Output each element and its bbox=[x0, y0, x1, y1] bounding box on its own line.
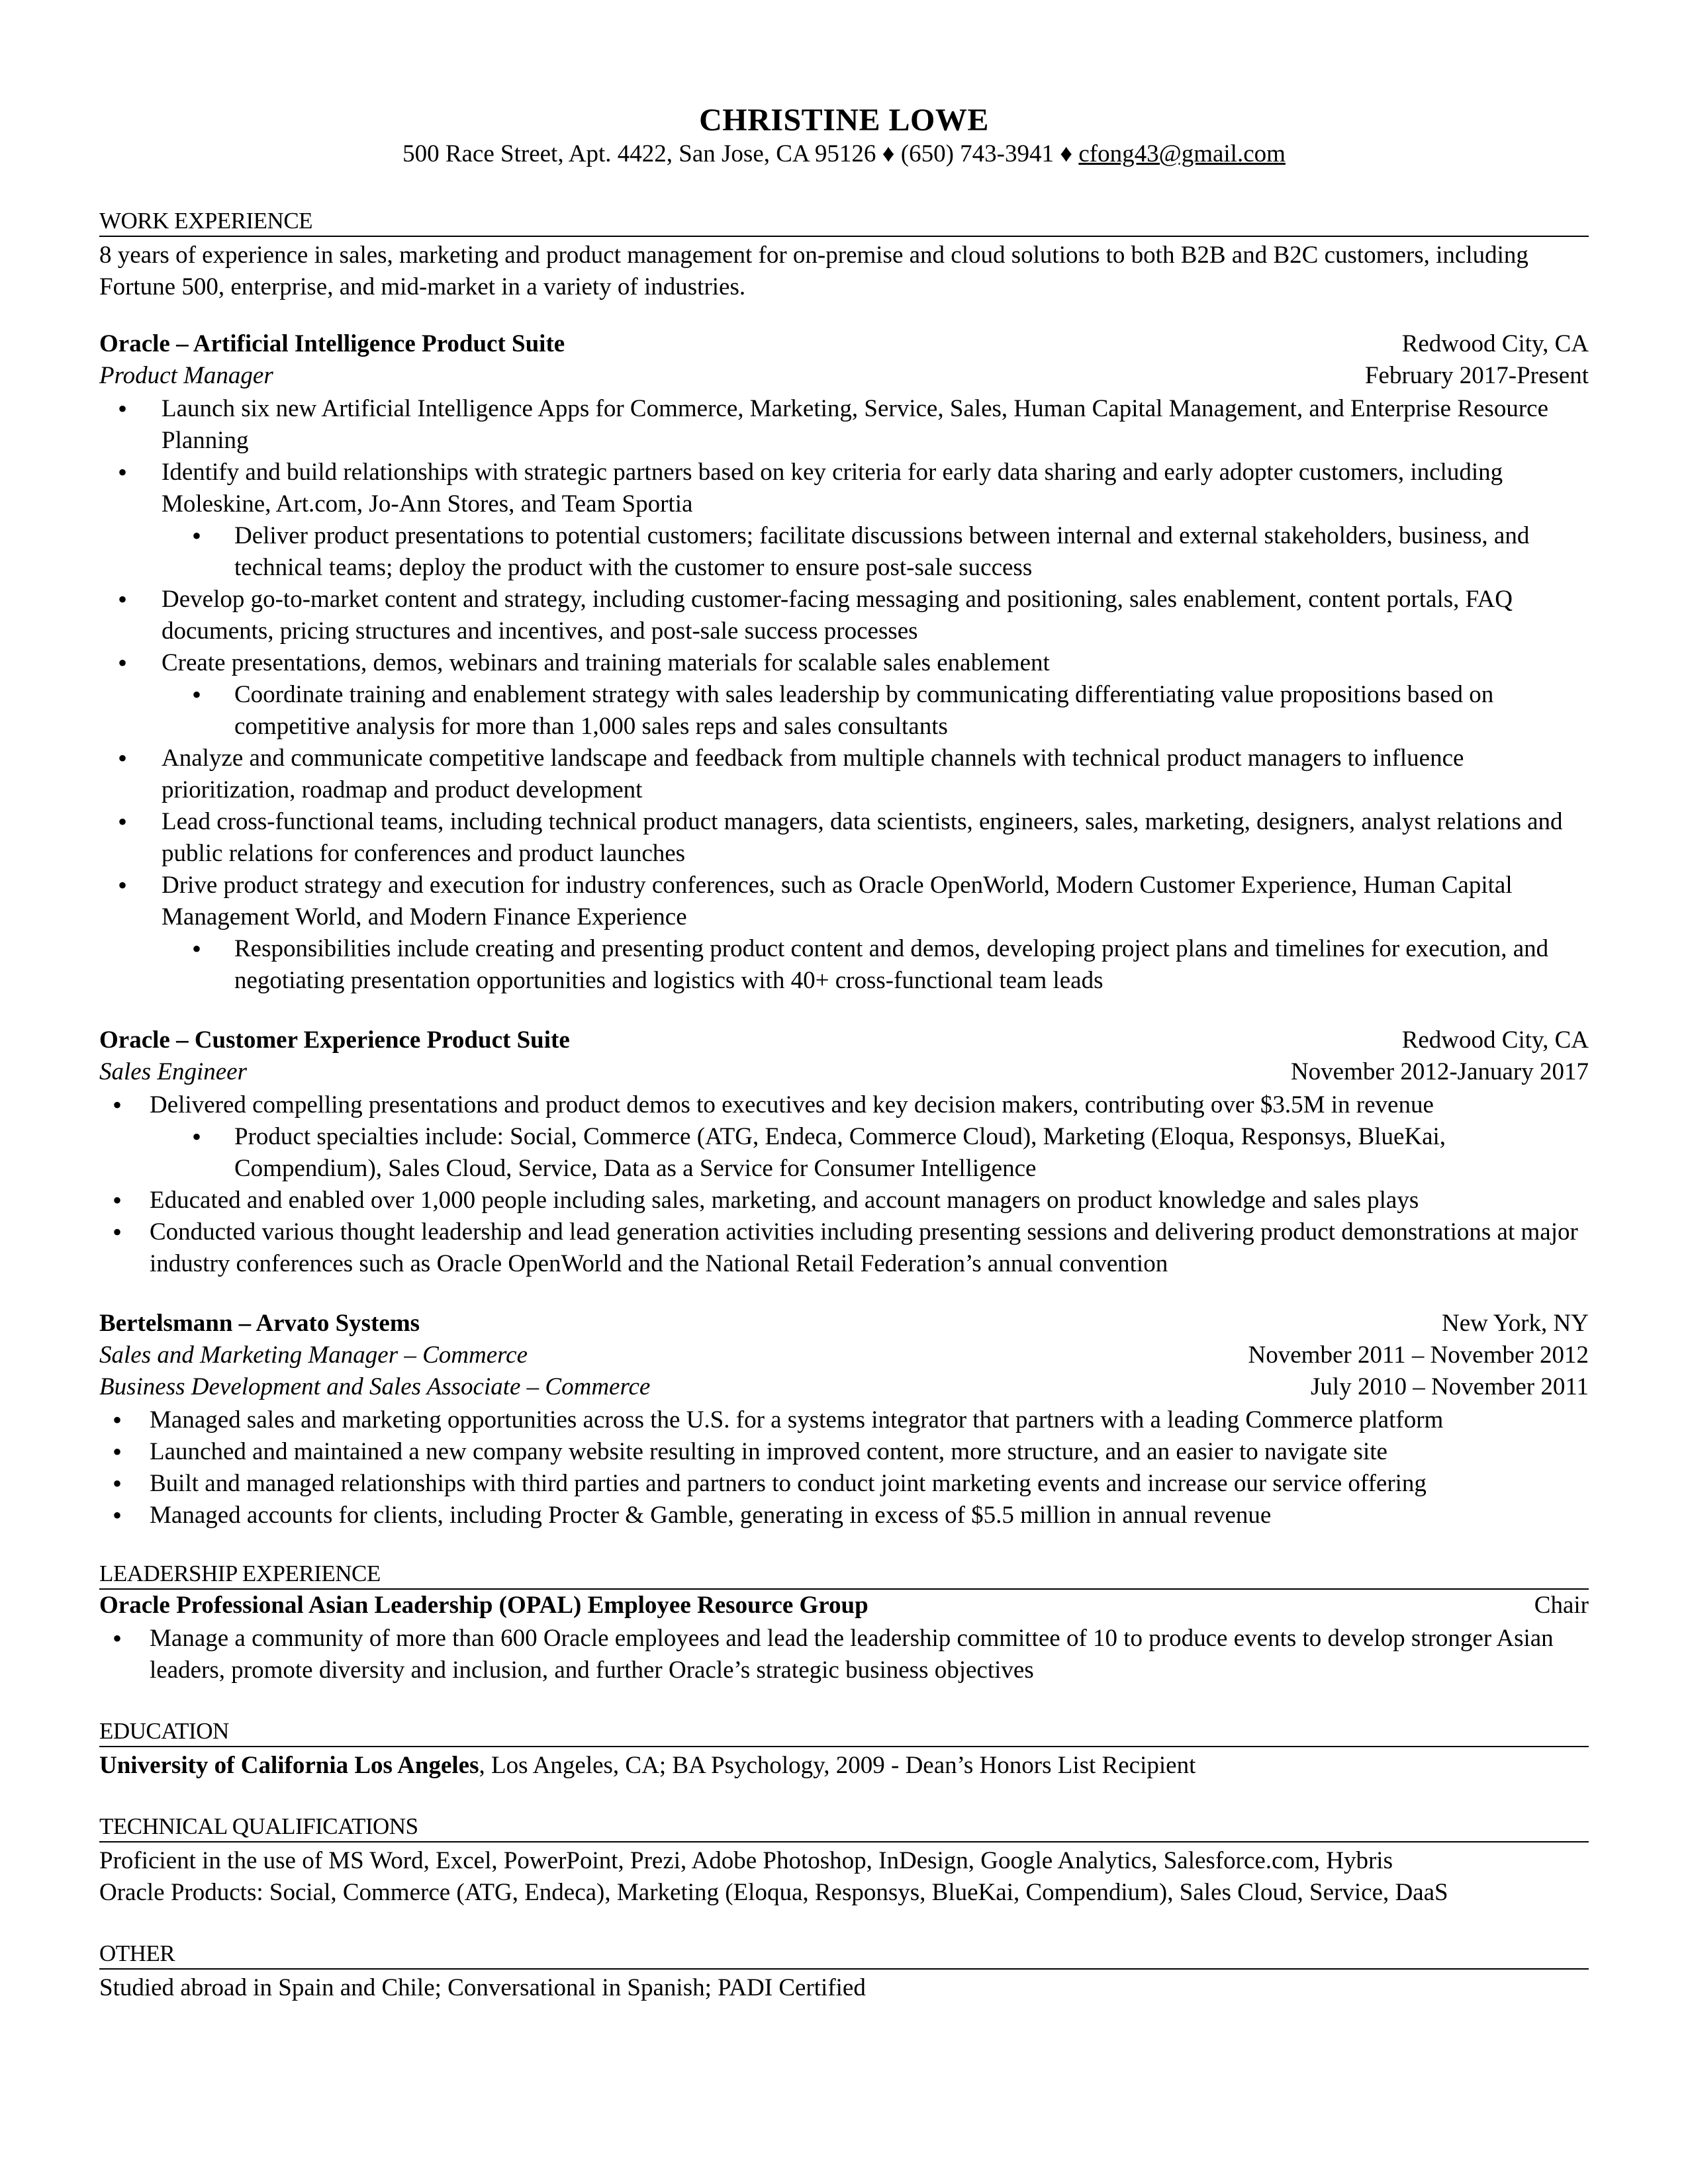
technical-line: Oracle Products: Social, Commerce (ATG, Endeca), Marketing (Eloqua, Responsys, BlueKai, Compendium), Sales Cloud, Service, DaaS bbox=[99, 1879, 1448, 1906]
bullet-item: • Delivered compelling presentations and product demos to executives and key decision makers, contributing over $3.5M in revenue bbox=[99, 1089, 1589, 1121]
bullet-item: • Managed sales and marketing opportunities across the U.S. for a systems integrator that partners with a leading Commerce platform bbox=[99, 1404, 1589, 1436]
bullet-item: • Manage a community of more than 600 Oracle employees and lead the leadership committee of 10 to produce events to develop stronger Asian leaders, promote diversity and inclusion, and further Oracle’s strategic business objectives bbox=[99, 1623, 1589, 1686]
address: 500 Race Street, Apt. 4422, San Jose, CA 95126 bbox=[402, 140, 876, 167]
job-entry bbox=[99, 328, 1589, 997]
sub-bullet-item: • Deliver product presentations to potential customers; facilitate discussions between internal and external stakeholders, business, and technical teams; deploy the product with the customer to ensure post-sale success bbox=[99, 520, 1589, 584]
job-dates: November 2011 – November 2012 bbox=[1248, 1342, 1589, 1369]
bullet-item: • Develop go-to-market content and strategy, including customer-facing messaging and positioning, sales enablement, content portals, FAQ documents, pricing structures and incentives, and post-sale success processes bbox=[99, 584, 1589, 647]
education-entry bbox=[99, 1750, 1589, 1782]
email-link[interactable]: cfong43@gmail.com bbox=[1078, 140, 1286, 167]
job-company: Bertelsmann – Arvato Systems bbox=[99, 1310, 420, 1337]
bullet-item: • Launched and maintained a new company website resulting in improved content, more structure, and an easier to navigate site bbox=[99, 1436, 1589, 1468]
bullet-item: • Launch six new Artificial Intelligence Apps for Commerce, Marketing, Service, Sales, Human Capital Management, and Enterprise Resource Planning bbox=[99, 393, 1589, 457]
contact-line bbox=[99, 139, 1589, 169]
section-heading-other: OTHER bbox=[99, 1939, 1589, 1970]
bullet-item: • Managed accounts for clients, including Procter & Gamble, generating in excess of $5.5 million in annual revenue bbox=[99, 1500, 1589, 1531]
sub-bullet-item: • Responsibilities include creating and presenting product content and demos, developing project plans and timelines for execution, and negotiating presentation opportunities and logistics with 40+ cross-functional team leads bbox=[99, 933, 1589, 997]
job-entry bbox=[99, 1308, 1589, 1531]
job-dates-secondary: July 2010 – November 2011 bbox=[1311, 1373, 1589, 1400]
bullet-item: • Educated and enabled over 1,000 people including sales, marketing, and account managers on product knowledge and sales plays bbox=[99, 1185, 1589, 1216]
leadership-role: Chair bbox=[1534, 1592, 1589, 1619]
sub-bullet-item: • Product specialties include: Social, Commerce (ATG, Endeca, Commerce Cloud), Marketing (Eloqua, Responsys, BlueKai, Compendium), Sales Cloud, Service, Data as a Service for Consumer Intelligence bbox=[99, 1121, 1589, 1185]
candidate-name: CHRISTINE LOWE bbox=[699, 103, 989, 138]
job-title: Sales Engineer bbox=[99, 1058, 247, 1085]
job-bullets bbox=[99, 1089, 1589, 1280]
job-company: Oracle – Artificial Intelligence Product Suite bbox=[99, 330, 565, 357]
job-location: Redwood City, CA bbox=[1401, 330, 1589, 357]
leadership-entry bbox=[99, 1590, 1589, 1621]
job-title: Sales and Marketing Manager – Commerce bbox=[99, 1342, 528, 1369]
bullet-item: • Lead cross-functional teams, including technical product managers, data scientists, engineers, sales, marketing, designers, analyst relations and public relations for conferences and product launches bbox=[99, 806, 1589, 870]
separator-diamond: ♦ bbox=[1060, 140, 1073, 167]
job-entry bbox=[99, 1024, 1589, 1280]
resume-page bbox=[99, 93, 1589, 2004]
other-text: Studied abroad in Spain and Chile; Conversational in Spanish; PADI Certified bbox=[99, 1974, 866, 2001]
section-heading-technical: TECHNICAL QUALIFICATIONS bbox=[99, 1812, 1589, 1843]
work-summary: 8 years of experience in sales, marketing and product management for on-premise and cloud solutions to both B2B and B2C customers, including Fortune 500, enterprise, and mid-market in a variety of industries. bbox=[99, 242, 1528, 300]
job-location: New York, NY bbox=[1441, 1310, 1589, 1337]
job-bullets bbox=[99, 1404, 1589, 1531]
job-dates: November 2012-January 2017 bbox=[1290, 1058, 1589, 1085]
education-details: , Los Angeles, CA; BA Psychology, 2009 - Dean’s Honors List Recipient bbox=[479, 1752, 1196, 1779]
bullet-item: • Built and managed relationships with third parties and partners to conduct joint marketing events and increase our service offering bbox=[99, 1468, 1589, 1500]
job-bullets bbox=[99, 393, 1589, 997]
section-heading-education: EDUCATION bbox=[99, 1717, 1589, 1747]
technical-line: Proficient in the use of MS Word, Excel, PowerPoint, Prezi, Adobe Photoshop, InDesign, Google Analytics, Salesforce.com, Hybris bbox=[99, 1847, 1393, 1874]
phone: (650) 743-3941 bbox=[900, 140, 1054, 167]
leadership-bullets bbox=[99, 1623, 1589, 1686]
job-title-secondary: Business Development and Sales Associate – Commerce bbox=[99, 1373, 651, 1400]
job-location: Redwood City, CA bbox=[1401, 1026, 1589, 1054]
section-heading-work: WORK EXPERIENCE bbox=[99, 206, 1589, 237]
school-name: University of California Los Angeles bbox=[99, 1752, 479, 1779]
bullet-item: • Create presentations, demos, webinars and training materials for scalable sales enablement bbox=[99, 647, 1589, 679]
section-heading-leadership: LEADERSHIP EXPERIENCE bbox=[99, 1559, 1589, 1590]
separator-diamond: ♦ bbox=[882, 140, 895, 167]
sub-bullet-item: • Coordinate training and enablement strategy with sales leadership by communicating differentiating value propositions based on competitive analysis for more than 1,000 sales reps and sales consultants bbox=[99, 679, 1589, 743]
bullet-item: • Conducted various thought leadership and lead generation activities including presenting sessions and delivering product demonstrations at major industry conferences such as Oracle OpenWorld and the National Retail Federation’s annual convention bbox=[99, 1216, 1589, 1280]
bullet-item: • Identify and build relationships with strategic partners based on key criteria for early data sharing and early adopter customers, including Moleskine, Art.com, Jo-Ann Stores, and Team Sportia bbox=[99, 457, 1589, 520]
bullet-item: • Analyze and communicate competitive landscape and feedback from multiple channels with technical product managers to influence prioritization, roadmap and product development bbox=[99, 743, 1589, 806]
job-title: Product Manager bbox=[99, 362, 273, 389]
leadership-org: Oracle Professional Asian Leadership (OPAL) Employee Resource Group bbox=[99, 1592, 868, 1619]
bullet-item: • Drive product strategy and execution for industry conferences, such as Oracle OpenWorld, Modern Customer Experience, Human Capital Management World, and Modern Finance Experience bbox=[99, 870, 1589, 933]
job-dates: February 2017-Present bbox=[1364, 362, 1589, 389]
job-company: Oracle – Customer Experience Product Suite bbox=[99, 1026, 570, 1054]
